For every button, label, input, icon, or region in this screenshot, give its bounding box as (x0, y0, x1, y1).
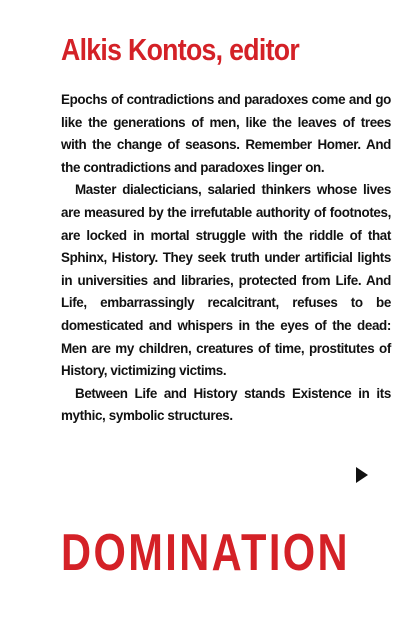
blurb-paragraph-3: Between Life and History stands Existence in its mythic, symbolic structures. (61, 385, 391, 424)
triangle-right-icon[interactable] (356, 467, 368, 483)
editor-credit: Alkis Kontos, editor (61, 32, 300, 67)
book-title: DOMINATION (61, 524, 350, 582)
cover-blurb (61, 89, 391, 428)
blurb-paragraph-1: Epochs of contradictions and paradoxes come and go like the generations of men, like the leaves of trees with the change of seasons. Remember Homer. And the contradictions and paradoxes linger on. (61, 92, 391, 175)
blurb-paragraph-2: Master dialecticians, salaried thinkers whose lives are measured by the irrefutable authority of footnotes, are locked in mortal struggle with the riddle of that Sphinx, History. They seek truth under artificial lights in universities and libraries, protected from Life. And Life, embarrassingly recalcitrant, refuses to be domesticated and whispers in the eyes of the dead: Men are my children, creatures of time, prostitutes of History, victimizing victims. (61, 182, 391, 379)
